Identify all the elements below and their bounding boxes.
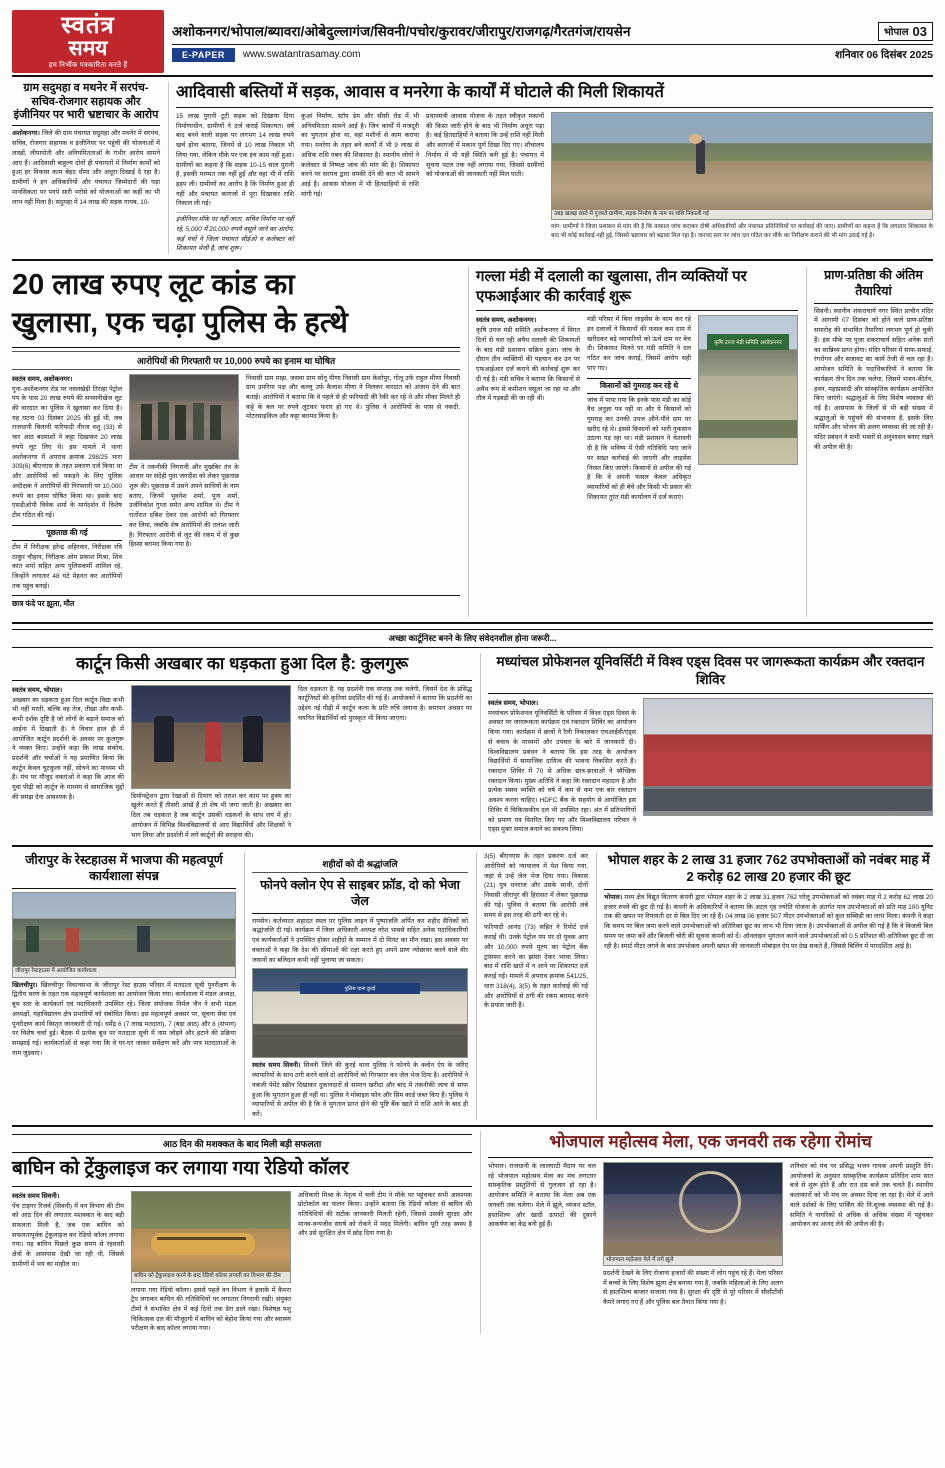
band-top-stories: [12, 82, 933, 261]
story-body: [252, 1061, 468, 1119]
photo-side-text: मांग: ग्रामीणों ने जिला प्रशासन से मांग की है कि तत्काल जांच कराकर दोषी अधिकारियों और पंचायत प्रतिनिधियों पर कार्रवाई की जाए। ग्रामीणों का कहना है कि लगातार शिकायत के बाद भी कोई कार्रवाई नहीं हुई, जिससे भ्रष्टाचार को बढ़ावा मिल रहा है। जनपद स्तर पर जांच दल गठित कर मौके का निरीक्षण कराने की भी मांग उठाई गई है।: [551, 223, 933, 239]
tiger-text-1: पेंच टाइगर रिजर्व (सिवनी) में वन विभाग की टीम को आठ दिन की लगातार मशक्कत के बाद बड़ी सफलता मिली है, जब एक बाघिन को सफलतापूर्वक ट्रेंकुलाइज कर रेडियो कॉलर लगाया गया। यह बाघिन पिछले कुछ समय से रहवासी क्षेत्रों के आसपास देखी जा रही थी, जिससे ग्रामीणों में भय का माहौल था।: [12, 1202, 124, 1268]
story-headline: भोजपाल महोत्सव मेला, एक जनवरी तक रहेगा रोमांच: [488, 1131, 933, 1158]
story-headline: बाघिन को ट्रेंकुलाइज कर लगाया गया रेडियो कॉलर: [12, 1157, 472, 1187]
edition-badge-number: 03: [912, 23, 927, 39]
mid-byline: स्वतंत्र समय, अशोकनगर।: [476, 317, 537, 325]
mid-text-1: कृषि उपज मंडी समिति अशोकनगर में विगत दिनों से चल रही अवैध दलाली की शिकायतों के बाद मंडी प्रशासन सक्रिय हुआ। जांच के दौरान तीन व्यक्तियों की पहचान कर उन पर एफआईआर दर्ज कराने की कार्रवाई शुरू कर दी गई है। मंडी सचिव ने बताया कि किसानों से अवैध रूप से कमीशन वसूला जा रहा था और तौल में गड़बड़ी की जा रही थी।: [476, 327, 580, 403]
lead-photo-police: [129, 374, 239, 460]
lead-headline-line2: खुलासा, एक चढ़ा पुलिस के हत्थे: [12, 305, 460, 348]
story-dateline: भोपाल।: [604, 894, 623, 902]
story-jeerapur-workshop: [12, 852, 236, 1120]
cartoon-photo-column: [131, 685, 291, 841]
story-kicker: शहीदों को दी श्रद्धांजलि: [252, 855, 468, 873]
story-headline: कार्टून किसी अखबार का धड़कता हुआ दिल है: कुलगुरू: [12, 653, 472, 680]
edition-badge: [878, 22, 933, 41]
story-body: [604, 893, 933, 951]
story-fraud-continued: [476, 852, 588, 1120]
tiger-photo: [131, 1191, 291, 1283]
lead-inset-text: टीम में निरीक्षक हरेन्द्र अहिरवार, निरीक्षक रवि ठाकुर चौहान, निरीक्षक ओम प्रकाश मिश्रा, शिव कांत शर्मा सहित अन्य पुलिसकर्मी शामिल रहे, जिन्होंने लगातार 48 घंटे मेहनत कर आरोपियों तक पहुंच बनाई।: [12, 543, 122, 590]
tiger-byline: स्वतंत्र समय सिवनी।: [12, 1192, 60, 1200]
story-gram-sadumaha: [12, 82, 160, 254]
story-pran-pratistha: [806, 267, 933, 617]
photo-caption: बाघिन को ट्रेंकुलाइज करने के बाद रेडियो कॉलर लगाती वन विभाग की टीम: [132, 1272, 290, 1281]
mid-inset-head: किसानों को गुमराह कर रहे थे: [587, 378, 691, 394]
story-kicker: आठ दिन की मशक्कत के बाद मिली बड़ी सफलता: [12, 1134, 472, 1153]
publication-date: शनिवार 06 दिसंबर 2025: [834, 48, 933, 61]
mela-photo-column: [603, 1162, 783, 1308]
cartoon-text-3: दिल धड़कता है: यह प्रदर्शनी एक सप्ताह तक चलेगी, जिसमें देश के प्रसिद्ध कार्टूनिस्टों की कृतियां प्रदर्शित की गई हैं। आयोजकों ने बताया कि प्रदर्शनी का उद्देश्य नई पीढ़ी में कार्टून कला के प्रति रुचि जगाना है। समापन अवसर पर चयनित विद्यार्थियों को पुरस्कृत भी किया जाएगा।: [298, 685, 472, 722]
band-lead: [12, 267, 933, 624]
mid-photo-mandi: [698, 315, 798, 465]
story-text: जिले की ग्राम पंचायत सदुमहा और मथनेर में सरपंच, सचिव, रोजगार सहायक व इंजीनियर पर पहुंची की योजनाओं में लाखों, लीपापोती और अनियमितताओं के गंभीर आरोप सामने आए हैं। आदिवासी बाहुल्य दोनों ही पंचायतों में निर्माण कार्यों को हुआ हर विकास काम बेहद धीमा और अधूरा दिखाई दे रहा है। ग्रामीणों ने इन अधिकारियों और पंचायत जिम्मेदारों की घड़ा मानसिकता पर पनपे सारी भरोसे को योजनाओं का कहीं का भी लाभ नहीं मिला है। सदुमहा में 14 लाख की सड़क गायब, 10-: [12, 130, 160, 206]
story-text-1: 3(5) बीएनएस के तहत प्रकरण दर्ज कर आरोपियों को न्यायालय में पेश किया गया, जहां से उन्हें जेल भेज दिया गया। विकास (21) पुत्र धनराज और उसके साथी, दोनों निवासी जीरापुर की हिरासत में लेकर पूछताछ की गई। पुलिस ने बताया कि आरोपी लंबे समय से इस तरह की ठगी कर रहे थे।: [484, 853, 588, 919]
mandi-sign-text: कृषि उपज मंडी समिति अशोकनगर: [707, 334, 789, 350]
tiger-text-2: लगाया गया रेडियो कॉलर। इससे पहले वन विभाग ने इलाके में कैमरा ट्रैप लगाकर बाघिन की गतिविधियों पर लगातार निगरानी रखी। संयुक्त टीमों ने संभावित क्षेत्र में कई दिनों तक डेरा डाले रखा। विशेषज्ञ पशु चिकित्सक दल की मौजूदगी में बाघिन को बेहोश किया गया और स्वास्थ्य परीक्षण के बाद कॉलर लगाया गया।: [131, 1286, 291, 1333]
story-text: खिलचीपुर विधानसभा के जीरापुर रेस्ट हाउस परिसर में मतदाता सूची पुनरीक्षण के द्वितीय चरण के तहत एक महत्वपूर्ण कार्यशाला का आयोजन किया गया। कार्यशाला में मंडल अध्यक्ष, बूथ स्तर के कार्यकर्ता एवं पदाधिकारी उपस्थित रहे। जिला संयोजक निर्मल जैन ने सभी मंडल अध्यक्षों, महाविद्यालय क्षेत्र प्रभारियों को संबोधित किया। इस महत्वपूर्ण अवसर पर, सूचना सेवा एवं पुनरीक्षण कार्य विस्तृत जानकारी दी गई। धर्मेंद्र 6 (7 लाख मतदाता), 7 (बड़ा आठ) और 8 (संभाग) पर विशेष चर्चा हुई। बैठक में प्रत्येक बूथ पर मतदाता सूची में नाम जोड़ने और हटाने की प्रक्रिया समझाई गई। कार्यकर्ताओं से कहा गया कि वे घर-घर जाकर सर्वेक्षण करें और पात्र मतदाताओं के नाम जुड़वाएं।: [12, 981, 236, 1057]
aids-photo-group: [643, 698, 933, 816]
mela-text-3: शनिवार को मंच पर प्रसिद्ध भजन गायक अपनी प्रस्तुति देंगे। आयोजकों के अनुसार सांस्कृतिक कार्यक्रम प्रतिदिन शाम सात बजे से शुरू होते हैं और रात दस बजे तक चलते हैं। स्थानीय कलाकारों को भी मंच पर अवसर दिया जा रहा है। मेले में आने वाले दर्शकों के लिए पार्किंग की नि:शुल्क व्यवस्था की गई है। समिति ने नागरिकों से अधिक से अधिक संख्या में पहुंचकर आयोजन का आनंद लेने की अपील की है।: [790, 1162, 933, 1229]
tiger-column-1: [12, 1191, 124, 1335]
lead-inset-head: पूछताछ की गई: [12, 525, 122, 541]
tiger-text-3: अधिकारी मिश्रा के नेतृत्व में चली टीम ने मौके पर पहुंचकर सभी आवश्यक प्रोटोकॉल का पालन किया। उन्होंने बताया कि रेडियो कॉलर से बाघिन की गतिविधियों की सटीक जानकारी मिलती रहेगी, जिससे उसकी सुरक्षा और मानव-वन्यजीव संघर्ष को रोकने में मदद मिलेगी। बाघिन पूरी तरह स्वस्थ है और उसे सुरक्षित क्षेत्र में छोड़ दिया गया है।: [298, 1191, 472, 1238]
logo-title-line1: स्वतंत्र: [61, 12, 115, 39]
mid-column-2: [587, 315, 691, 502]
aids-photo-column: [643, 698, 933, 836]
lead-text-3: निवासी ग्राम माझ, जसवा ग्राम सोनू मीणा निवासी ग्राम केशोपुर, गोलू उर्फ राहुल मीणा निवासी ग्राम उमरिया पक्ष और कल्लू उर्फ कैलाश मीणा ने मिलकर वारदात को अंजाम देने की बात बताई। आरोपियों ने बताया कि वे पहले से ही फरियादी की रेकी कर रहे थे और मौका मिलते ही कट्टे के बल पर रुपये लूटकर फरार हो गए थे। पुलिस ने आरोपियों के पास से नकदी, मोटरसाइकिल और कट्टा बरामद किया है।: [246, 374, 460, 421]
logo-title-line2: समय: [68, 37, 108, 61]
story-column-c: [426, 112, 544, 254]
lead-column-1: [12, 374, 122, 592]
story-tigress-collar: [12, 1131, 472, 1334]
mela-text-1: भोपाल। राजधानी के लालघाटी मैदान पर चल रहे भोजपाल महोत्सव मेला का मंच लगातार सांस्कृतिक प्रस्तुतियों से गुलजार हो रहा है। आयोजन समिति ने बताया कि मेला अब एक जनवरी तक चलेगा। मेले में झूले, व्यंजन स्टॉल, हस्तशिल्प और खादी उत्पादों की दुकानें आकर्षण का केंद्र बनी हुई हैं।: [488, 1162, 596, 1229]
epaper-button[interactable]: E-PAPER: [172, 48, 235, 62]
lead-column-3: [246, 374, 460, 592]
story-photo-column: [551, 112, 933, 254]
story-subtext: रायसेन। कर्तव्यरत शहादत स्थल पर पुलिस लाइन में पुष्पांजलि अर्पित कर शहीद सैनिकों को श्रद्धांजलि दी गई। कार्यक्रम में जिला अधिकारी अध्यक्ष नरेश भावसे सहित अनेक पदाधिकारियों एवं कार्यकर्ताओं ने उपस्थित होकर शहीदों के सम्मान में दो मिनट का मौन रखा। इस अवसर पर वक्ताओं ने कहा कि देश की सीमाओं की रक्षा करते हुए अपने प्राण न्योछावर करने वाले वीर जवानों का बलिदान कभी नहीं भुलाया जा सकता।: [252, 917, 468, 964]
story-body: [12, 981, 236, 1059]
cartoon-photo-stage: [131, 685, 291, 789]
story-text: सिवनी जिले की कुरई थाना पुलिस ने फोनपे के क्लोन ऐप के जरिए व्यापारियों के साथ ठगी करने वाले दो आरोपियों को गिरफ्तार कर जेल भेज दिया है। आरोपियों ने नकली पेमेंट स्क्रीन दिखाकर दुकानदारों से सामान खरीदा और बाद में तकनीकी जांच से साफ हुआ कि भुगतान हुआ ही नहीं था। पुलिस ने मोबाइल फोन और सिम कार्ड जब्त किए हैं। पुलिस ने व्यापारियों से अपील की है कि वे भुगतान प्राप्त होने की पुष्टि बैंक खाते में राशि आने के बाद ही करें।: [252, 1062, 469, 1119]
lead-column-2: [129, 374, 239, 592]
police-station-sign: पुलिस थाना कुरई: [300, 983, 420, 994]
newspaper-logo: [12, 10, 164, 73]
aids-text: मध्यांचल प्रोफेशनल यूनिवर्सिटी के परिसर में विश्व एड्स दिवस के अवसर पर जागरूकता कार्यक्रम एवं रक्तदान शिविर का आयोजन किया गया। कार्यक्रम में छात्रों ने रैली निकालकर एचआईवी/एड्स से बचाव के माध्यमों और उपचार के बारे में जानकारी दी। विश्वविद्यालय प्रबंधन ने बताया कि इस तरह के आयोजन विद्यार्थियों में सामाजिक दायित्व की भावना विकसित करते हैं। रक्तदान शिविर में 70 से अधिक छात्र-छात्राओं ने स्वैच्छिक रक्तदान किया। मुख्य अतिथि ने कहा कि रक्तदान महादान है और प्रत्येक स्वस्थ व्यक्ति को वर्ष में कम से कम एक बार रक्तदान अवश्य करना चाहिए। HDFC बैंक के सहयोग से आयोजित इस शिविर में चिकित्सकीय दल भी उपस्थित रहा। अंत में प्रतिभागियों को प्रमाण पत्र वितरित किए गए और विश्वविद्यालय परिवार ने एड्स मुक्त समाज बनाने का संकल्प लिया।: [488, 709, 636, 834]
story-phonepe-fraud: [244, 852, 468, 1120]
cartoon-text-2: डिमॉन्स्ट्रेशन द्वारा रेखाओं से दिमाग को तराश कर काम पर हुक्म का खुलेर करते हैं तीसरी आंखें हैं तो शेष भी जगा जाती है। अखबार का दिल तब धड़कता है जब कार्टून उसकी धड़कनों के साथ लय में हो। आयोजन में विभिन्न विश्वविद्यालयों से आए विद्यार्थियों और शिक्षकों ने भाग लिया और प्रदर्शनी में लगे कार्टूनों की सराहना की।: [131, 792, 291, 839]
mid-column-1: [476, 315, 580, 502]
mid-photo-column: [698, 315, 798, 502]
website-url[interactable]: www.swatantrasamay.com: [242, 49, 361, 61]
story-headline: जीरापुर के रेस्टहाउस में भाजपा की महत्वपूर्ण कार्यशाला संपन्न: [12, 852, 236, 889]
lead-headline-line1: 20 लाख रुपए लूट कांड का: [12, 269, 295, 302]
story-text: सिवनी। स्थानीय शंकराचार्य नगर स्थित प्राचीन मंदिर में आगामी 07 दिसंबर को होने वाले प्राण-प्रतिष्ठा समारोह की संभावित तैयारियां लगभग पूर्ण हो चुकी हैं। इस मौके पर पूजा शंकराचार्य सहित अनेक संतों का सान्निध्य प्राप्त होगा। मंदिर परिसर में साफ-सफाई, रंगरोगन और सजावट का कार्य तेजी से चल रहा है। आयोजन समिति के पदाधिकारियों ने बताया कि कार्यक्रम तीन दिन तक चलेगा, जिसमें भजन-कीर्तन, हवन, महाप्रसादी और सांस्कृतिक कार्यक्रम आयोजित किए जाएंगे। श्रद्धालुओं के लिए विशेष व्यवस्था की गई है। आसपास के जिलों से भी बड़ी संख्या में श्रद्धालुओं के पहुंचने की संभावना है, इसके लिए पार्किंग और भोजन की अलग व्यवस्था की जा रही है। मंदिर प्रबंधन ने सभी भक्तों से अनुशासन बनाए रखने की अपील की है।: [814, 307, 933, 451]
cartoon-byline: स्वतंत्र समय, भोपाल।: [12, 686, 63, 694]
edition-cities: अशोकनगर/भोपाल/ब्यावरा/ओबेदुल्लागंज/सिवनी/पचोर/कुरावर/जीरापुर/राजगढ़/गैरतगंज/रायसेन: [172, 24, 631, 40]
cartoon-text-1: अखबार का धड़कता हुआ दिल कार्टून विद्या कभी भी नहीं मरती, बल्कि वह तेज, तीखा और कभी-कभी दर्शक दृष्टि है जो लोगों के बड़ाने समाज को आईना में दिखाती है। ये विचार हाल ही में आयोजित कार्टून प्रदर्शनी के अवसर पर कुलगुरू ने व्यक्त किए। उन्होंने कहा कि लाख संकोच, प्रदर्शनी और चर्चाओं ने यह प्रमाणित किया कि कार्टून केवल चुटकुला नहीं, सोचने का माध्यम भी है। मंच पर मौजूद वक्ताओं ने कहा कि आज की युवा पीढ़ी को कार्टून के माध्यम से सामाजिक मुद्दों की समझ देना आवश्यक है।: [12, 696, 124, 801]
mela-photo-ferris-wheel: [603, 1162, 783, 1266]
story-dateline: अशोकनगर।: [12, 130, 40, 138]
story-headline: भोपाल शहर के 2 लाख 31 हजार 762 उपभोक्ताओं को नवंबर माह में 2 करोड़ 62 लाख 20 हजार की छूट: [604, 852, 933, 890]
tiger-photo-column: [131, 1191, 291, 1335]
lead-text-2: टीम ने तकनीकी निगरानी और मुखबिर तंत्र के आधार पर संदेही युवा जगदीश को लेकर पूछताछ शुरू की। पूछताछ में उसने अपने साथियों के नाम बताए, जिनमें भुवनेश शर्मा, पूना शर्मा, उर्जनिकोश गुप्ता समेत अन्य शामिल थे। टीम ने रातोंरात दबिश देकर एक आरोपी को गिरफ्तार कर लिया, जबकि शेष आरोपियों की तलाश जारी है। गिरफ्तार आरोपी से लूट की रकम में से कुछ हिस्सा बरामद किया गया है।: [129, 463, 239, 549]
band3-kicker: अच्छा कार्टूनिस्ट बनने के लिए संवेदनशील होना जरूरी...: [12, 629, 933, 648]
story-headline: गल्ला मंडी में दलाली का खुलासा, तीन व्यक्तियों पर एफआईआर की कार्रवाई शुरू: [476, 267, 798, 311]
masthead: [12, 10, 933, 77]
edition-badge-label: भोपाल: [883, 27, 909, 39]
lead-subhead: आरोपियों की गिरफ्तारी पर 10,000 रुपये का इनाम था घोषित: [12, 351, 460, 370]
story-note: इंजीनियर मौके पर नहीं जाता, सचिव निर्माण पर वहीं रहे, 5,000 में 20,000 रुपये वसूले जाने का आरोप, कई पंचों ने जिला पंचायत सीईओ व कलेक्टर को शिकायत भेजी है, जांच शुरू।: [176, 212, 294, 254]
story-photo-police-station: [252, 968, 468, 1058]
story-text-a: 15 लाख पुरानी टूटी सड़क को दिखाया दिया निर्माणाधीन, ग्रामीणों ने दर्ज कराई शिकायत। वर्ष बाद बनने वाली सड़क पर लगभग 14 लाख रुपये खर्च होना बताया, जिनमें से 10 लाख निकाल भी लिया गया, लेकिन मौके पर एक इंच काम नहीं हुआ। ग्रामीणों का कहना है कि सड़क 10-15 साल पुरानी है, इसकी मरम्मत तक नहीं हुई और वहां भी में राशि हड़प ली। ग्रामीणों का आरोप है कि निर्माण हुआ ही नहीं और पंचायत कागजों में पूरा दिखाकर राशि निकाल ली गई।: [176, 112, 294, 208]
story-headline: ग्राम सदुमहा व मथनेर में सरपंच-सचिव-रोजगार सहायक और इंजीनियर पर भारी भ्रष्टाचार के आरोप: [12, 82, 160, 126]
mid-text-3: जांच में पाया गया कि इनके पास मंडी का कोई वैध अनुज्ञा पत्र नहीं था और ये किसानों को गुमराह कर उनकी उपज औने-पौने दाम पर खरीद रहे थे। इससे किसानों को भारी नुकसान उठाना पड़ रहा था। मंडी प्रशासन ने चेतावनी दी है कि भविष्य में ऐसी गतिविधि पाए जाने पर सख्त कार्रवाई की जाएगी और लाइसेंस निरस्त किए जाएंगे। किसानों से अपील की गई है कि वे अपनी फसल केवल अधिकृत व्यापारियों को ही बेचें और किसी भी प्रकार की शिकायत तुरंत मंडी कार्यालय में दर्ज कराएं।: [587, 396, 691, 501]
tiger-column-3: [298, 1191, 472, 1335]
photo-caption: भोजपाल महोत्सव मेले में लगे झूले: [604, 1256, 782, 1265]
lead-text-1: गुना-अशोकनगर रोड पर नवलखेड़ी तिराहा पेट्रोल पंप के पास 20 लाख रुपये की सनसनीखेज लूट की वारदात का पुलिस ने खुलासा कर दिया है। यह घटना 03 दिसंबर 2025 की हुई थी, जब राजधानी बिलानी फरियादी नीरज वशु (33) से चार आठ बदमाशों ने कट्टा दिखाकर 20 लाख रुपये लूट लिए थे। इस मामले में थाना अशोकनगर में अपराध क्रमांक 298/25 भारा 309(6) बीएनएस के तहत प्रकरण दर्ज किया था और आरोपियों को पकड़ने के लिए पुलिस अधीक्षक ने आरोपियों की गिरफ्तारी पर 10,000 रुपये का इनाम घोषित किया था। इसके बाद एसडीओपी विवेक शर्मा के मार्गदर्शन में विशेष टीम गठित की गई।: [12, 385, 122, 520]
cartoon-column-1: [12, 685, 124, 841]
lead-footer-kicker: छात्र फंदे पर झूला, मौत: [12, 595, 460, 612]
story-byline: स्वतंत्र समय सिवनी।: [252, 1062, 301, 1070]
logo-tagline: हम निर्भीक पत्रकारिता करते हैं: [48, 62, 128, 70]
story-bhojpal-mela: [480, 1131, 933, 1334]
story-body: [12, 129, 160, 207]
story-dateline: खिलचीपुर।: [12, 981, 38, 989]
story-loot-kand: [12, 267, 460, 617]
story-text: मध्य क्षेत्र विद्युत वितरण कंपनी द्वारा भोपाल शहर के 2 लाख 31 हजार 762 घरेलू उपभोक्ताओं को नवंबर माह में 2 करोड़ 62 लाख 20 हजार रुपये की छूट दी गई है। कंपनी के अधिकारियों ने बताया कि अटल गृह ज्योति योजना के अंतर्गत पात्र उपभोक्ताओं को प्रति माह 100 यूनिट तक की खपत पर रियायती दर से बिल दिए जा रहे हैं। 04 लाख 06 हजार 507 मीटर उपभोक्ताओं को कुल सब्सिडी का लाभ मिला। कंपनी ने कहा कि समय पर बिल जमा करने वाले उपभोक्ताओं को अतिरिक्त छूट का लाभ भी दिया जाता है। उपभोक्ताओं से अपील की गई है कि वे बिजली बिल समय पर जमा करें और बिजली चोरी की सूचना कंपनी को दें। ऑनलाइन भुगतान करने वाले उपभोक्ताओं को 0.5 प्रतिशत की अतिरिक्त छूट दी जा रही है। स्मार्ट मीटर लगने के बाद उपभोक्ता अपनी खपत की जानकारी मोबाइल ऐप पर देख सकते हैं, जिससे बिलिंग में पारदर्शिता आई है।: [604, 894, 933, 950]
mid-text-2: मंडी परिसर में बिना लाइसेंस के काम कर रहे इन दलालों ने किसानों की फसल कम दाम में खरीदकर बड़े व्यापारियों को ऊंचे दाम पर बेच दी। शिकायत मिलने पर मंडी समिति ने दल गठित कर जांच कराई, जिसमें आरोप सही पाए गए।: [587, 316, 691, 372]
story-column-b: [301, 112, 419, 254]
story-headline: फोनपे क्लोन ऐप से साइबर फ्रॉड, दो को भेजा जेल: [252, 877, 468, 914]
band-bottom: [12, 1131, 933, 1334]
story-photo-road: [551, 112, 933, 220]
mela-column-3: [790, 1162, 933, 1308]
story-headline: प्राण-प्रतिष्ठा की अंतिम तैयारियां: [814, 267, 933, 304]
story-headline: मध्यांचल प्रोफेशनल यूनिवर्सिटी में विश्व एड्स दिवस पर जागरूकता कार्यक्रम और रक्तदान शिविर: [488, 653, 933, 693]
story-photo-meeting: [12, 892, 236, 978]
lead-byline: स्वतंत्र समय, अशोकनगर।: [12, 375, 73, 383]
story-galla-mandi: [468, 267, 798, 617]
band-four-stories: [12, 852, 933, 1127]
photo-caption: जीरापुर रेस्टहाउस में आयोजित कार्यशाला: [13, 967, 235, 976]
aids-byline: स्वतंत्र समय, भोपाल।: [488, 699, 539, 707]
cartoon-column-3: [298, 685, 472, 841]
story-electricity-discount: [596, 852, 933, 1120]
band-cartoon: [12, 653, 933, 847]
story-cartoon: [12, 653, 472, 840]
story-text-c: प्रधानमंत्री आवास योजना के तहत स्वीकृत मकानों की किस्त जारी होने के बाद भी निर्माण अधूरा पड़ा है। कई हितग्राहियों ने बताया कि उन्हें राशि नहीं मिली और कागजों में मकान पूर्ण दिखा दिए गए। शौचालय निर्माण में भी यही स्थिति बनी हुई है। पंचायत में सूचना पटल तक नहीं लगाया गया, जिससे ग्रामीणों को योजनाओं की जानकारी नहीं मिल पाती।: [426, 112, 544, 179]
story-adivasi-bastiyon: [168, 82, 933, 254]
story-text-2: फरियादी आनंद (73) सहित ने रिपोर्ट दर्ज कराई थी। उनके पेट्रोल पंप पर दो युवक आए और 10,000 रुपये मूल्य का पेट्रोल बैंक ट्रांसफर करने का झांसा देकर भरवा लिया। बाद में राशि खाते में न आने पर शिकायत दर्ज कराई गई। मामले में अपराध क्रमांक 541/25, धारा 318(4), 3(5) के तहत कार्रवाई की गई और आरोपियों से ठगी की रकम बरामद करने के प्रयास जारी हैं।: [484, 924, 588, 1010]
mela-column-1: [488, 1162, 596, 1308]
photo-caption: उबड़ खाबड़ रास्ते से गुजरते ग्रामीण, सड़क निर्माण के नाम पर राशि निकाली गई: [552, 210, 932, 219]
story-headline: आदिवासी बस्तियों में सड़क, आवास व मनरेगा के कार्यों में घोटाले की मिली शिकायतें: [176, 82, 933, 108]
story-text-b: कुआं निर्माण, स्टॉप डेम और सीसी रोड में भी अनियमितता सामने आई है। जिन कार्यों में मजदूरी का भुगतान होना था, वहां मशीनों से काम कराया गया। मनरेगा के तहत बने कार्यों में भी 9 लाख से अधिक राशि गबन की शिकायत है। स्थानीय लोगों ने कलेक्टर से निष्पक्ष जांच की मांग की है। शिकायत करने पर सरपंच द्वारा धमकी देने की बात भी सामने आई है। आवास योजना में भी हितग्राहियों से राशि मांगी गई।: [301, 112, 419, 198]
story-column-a: [176, 112, 294, 254]
mela-text-2: प्रदर्शनी देखने के लिए रोजाना हजारों की संख्या में लोग पहुंच रहे हैं। मेला परिसर में बच्चों के लिए विशेष झूला क्षेत्र बनाया गया है, जबकि महिलाओं के लिए अलग से हस्तशिल्प बाजार सजाया गया है। सुरक्षा की दृष्टि से पूरे परिसर में सीसीटीवी कैमरे लगाए गए हैं और पुलिस बल तैनात किया गया है।: [603, 1269, 783, 1307]
aids-text-column: [488, 698, 636, 836]
story-world-aids-day: [480, 653, 933, 840]
